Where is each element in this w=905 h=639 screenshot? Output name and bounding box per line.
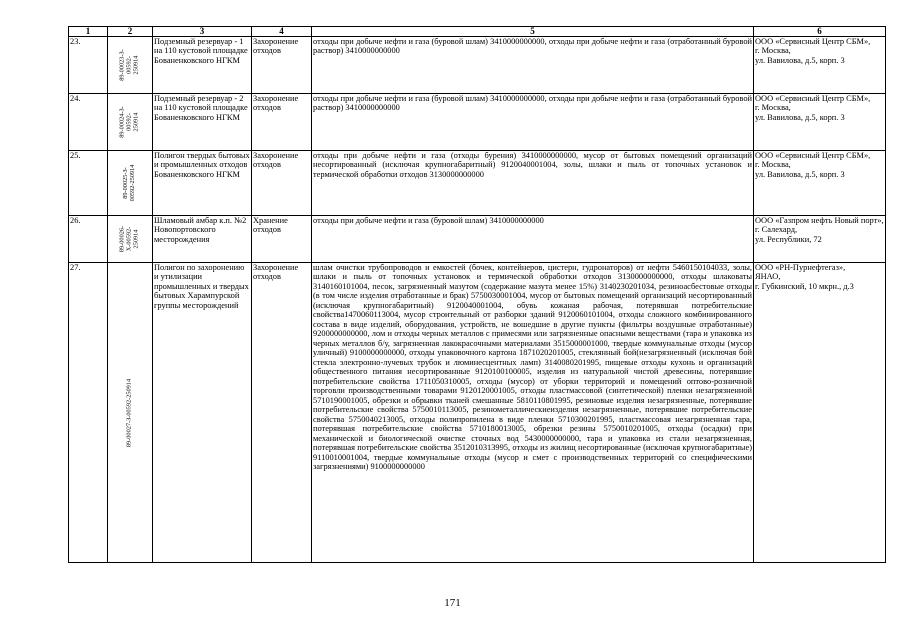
row-number: 25. — [69, 151, 108, 216]
facility-name: Полигон твердых бытовых и промышленных отходов Бованенковского НГКМ — [153, 151, 252, 216]
col-header-1: 1 — [69, 27, 108, 37]
col-header-3: 3 — [153, 27, 252, 37]
facility-owner: ООО «Газпром нефть Новый порт», г. Салехард, ул. Республики, 72 — [754, 216, 886, 263]
row-number: 26. — [69, 216, 108, 263]
col-header-6: 6 — [754, 27, 886, 37]
facility-name: Полигон по захоронению и утилизации промышленных и твердых бытовых Харампурской группы месторождений — [153, 263, 252, 563]
row-number: 24. — [69, 94, 108, 151]
waste-types: шлам очистки трубопроводов и емкостей (бочек, контейнеров, цистерн, гудронаторов) от нефти 5460150104033, золы, шлаки и пыль от топочных установок и термической обработки отходов 3130000000000, отходы шлаковаты 3140160101004, песок, загрязненный мазутом (содержание мазута менее 15%) 3140230201034, резиноасбестовые отходы (в том числе изделия отработанные и брак) 5750030001004, мусор от бытовых помещений организаций несортированный (исключая крупногабаритный) 9120040001004, обувь кожаная рабочая, потерявшая потребительские свойства1470060113004, мусор строительный от разборки зданий 9120060101004, отходы сложного комбинированного состава в виде изделий, оборудования, устройств, не вошедшие в другие пункты (фильтры воздушные отработанные) 9200000000000, лом и отходы черных металлов с примесями или загрязненные опасными веществами (тара и упаковка из черных металлов б/у, загрязненная лакокрасочными материалами 3515000001000, твердые коммунальные отходы (мусор уличный) 9100000000000, отходы упаковочного картона 1871020201005, стеклянный бой(незагрязненный (исключая бой стекла электронно-лучевых трубок и люминесцентных ламп) 3140080201995, пищевые отходы кухонь и организаций общественного питания несортированные 9120100100005, изделия из натуральной чистой древесины, потерявшие потребительские свойства 1711050310005, отходы (мусор) от уборки территорий и помещений оптово-розничной торговли производственными товарами 9120120001005, отходы пластмассовой (синтетической) пленки незагрязненной 5710190001005, обрезки и обрывки тканей смешанные 5810110801995, резиновые изделия незагрязненные, потерявшие потребительские свойства 5750010113005, резинометаллическиеизделия незагрязненные, потерявшие потребительские свойства 5750040213005, отходы полипропилена в виде пленки 5710300201995, пластмассовая незагрязненная тара, потерявшая потребительские свойства 5710180013005, обрезки резины 5750010201005, отходы (осадки) при механической и биологической очистке сточных вод 5430000000000, тара и упаковка из стали незагрязненная, потерявшая потребительские свойства 3512010313995, отходы из жилищ несортированные (исключая крупногабаритные) 9110010001004, твердые коммунальные отходы (мусор и смет с производственных территорий со специфическими загрязнениями) 9100000000000 — [312, 263, 754, 563]
table-row — [69, 94, 886, 151]
registry-code: 89-00026- Х-00592- 250914 — [108, 216, 153, 263]
page-number: 171 — [444, 597, 461, 609]
table-row — [69, 151, 886, 216]
facility-owner: ООО «Сервисный Центр СБМ», г. Москва, ул. Вавилова, д.5, корп. 3 — [754, 151, 886, 216]
registry-code: 89-00023-З- 00592- 250914 — [108, 37, 153, 94]
facility-owner: ООО «РН-Пурнефтегаз», ЯНАО, г. Губкинский, 10 мкрн., д.3 — [754, 263, 886, 563]
facility-name: Шламовый амбар к.п. №2 Новопортовского месторождения — [153, 216, 252, 263]
waste-facilities-table — [68, 26, 886, 563]
registry-code: 89-00027-З-00592-250914 — [108, 263, 153, 563]
facility-purpose: Захоронение отходов — [252, 37, 312, 94]
row-number: 27. — [69, 263, 108, 563]
header-row — [69, 27, 886, 37]
col-header-2: 2 — [108, 27, 153, 37]
waste-types: отходы при добыче нефти и газа (буровой шлам) 3410000000000, отходы при добыче нефти и газа (отработанный буровой раствор) 3410000000000 — [312, 94, 754, 151]
facility-name: Подземный резервуар - 2 на 110 кустовой площадке Бованенковского НГКМ — [153, 94, 252, 151]
row-number: 23. — [69, 37, 108, 94]
waste-types: отходы при добыче нефти и газа (отходы бурения) 3410000000000, мусор от бытовых помещений организаций несортированный (исключая крупногабаритный) 9120040001004, золы, шлаки и пыль от топочных установок и термической обработки отходов 3130000000000 — [312, 151, 754, 216]
col-header-5: 5 — [312, 27, 754, 37]
facility-purpose: Захоронение отходов — [252, 151, 312, 216]
facility-purpose: Хранение отходов — [252, 216, 312, 263]
facility-purpose: Захоронение отходов — [252, 263, 312, 563]
registry-code: 89-00025-З- 00592-250914 — [108, 151, 153, 216]
waste-types: отходы при добыче нефти и газа (буровой шлам) 3410000000000, отходы при добыче нефти и газа (отработанный буровой раствор) 3410000000000 — [312, 37, 754, 94]
table-row — [69, 216, 886, 263]
facility-owner: ООО «Сервисный Центр СБМ», г. Москва, ул. Вавилова, д.5, корп. 3 — [754, 94, 886, 151]
table-row — [69, 263, 886, 563]
col-header-4: 4 — [252, 27, 312, 37]
facility-purpose: Захоронение отходов — [252, 94, 312, 151]
facility-owner: ООО «Сервисный Центр СБМ», г. Москва, ул. Вавилова, д.5, корп. 3 — [754, 37, 886, 94]
table-row — [69, 37, 886, 94]
registry-code: 89-00024-З- 00592- 250914 — [108, 94, 153, 151]
waste-types: отходы при добыче нефти и газа (буровой шлам) 3410000000000 — [312, 216, 754, 263]
facility-name: Подземный резервуар - 1 на 110 кустовой площадке Бованенковского НГКМ — [153, 37, 252, 94]
